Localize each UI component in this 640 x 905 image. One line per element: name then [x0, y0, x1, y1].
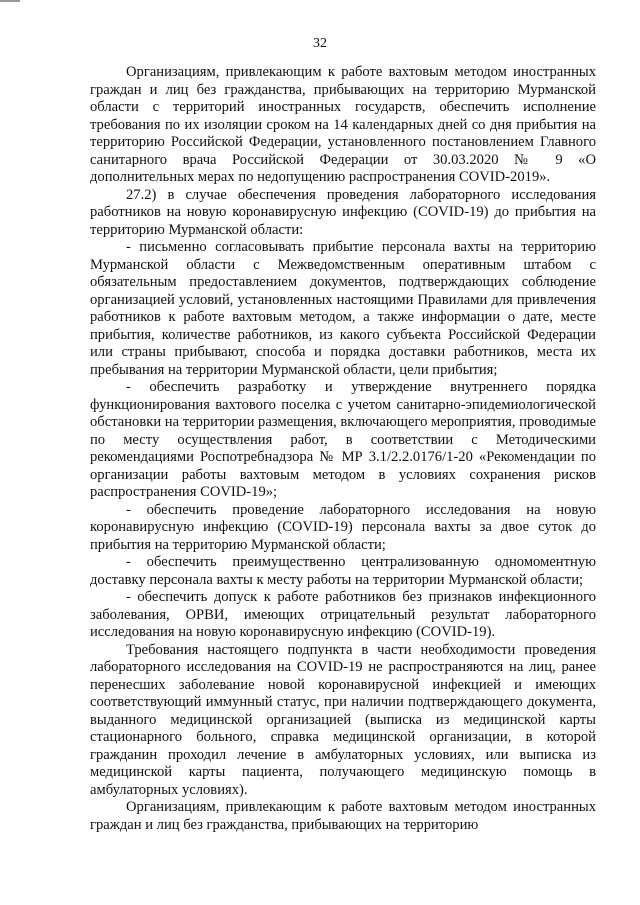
paragraph-foreign-workers-isolation: Организациям, привлекающим к работе вахтовым методом иностранных граждан и лиц без гражданства, прибывающих на территорию Мурманской области с территорий иностранных государств, обеспечить исполнение требования по их изоляции сроком на 14 календарных дней со дня прибытия на территорию Российской Федерации, установленного постановлением Главного санитарного врача Российской Федерации от 30.03.2020 № 9 «О дополнительных мерах по недопущению распространения COVID-2019».	[90, 64, 596, 185]
list-item-lab-testing: - обеспечить проведение лабораторного исследования на новую коронавирусную инфекцию (COVID-19) персонала вахты за двое суток до прибытия на территорию Мурманской области;	[90, 501, 596, 553]
list-item-internal-procedure: - обеспечить разработку и утверждение внутреннего порядка функционирования вахтового поселка с учетом санитарно-эпидемиологической обстановки на территории размещения, включающего мероприятия, проводимые по месту осуществления работ, в соответствии с Методическими рекомендациями Роспотребнадзора № МР 3.1/2.2.0176/1-20 «Рекомендации по организации работы вахтовым методом в условиях сохранения рисков распространения COVID-19»;	[90, 379, 596, 500]
list-item-coordinate-arrival: - письменно согласовывать прибытие персонала вахты на территорию Мурманской области с Межведомственным оперативным штабом с обязательным предоставлением документов, подтверждающих соблюдение организацией условий, установленных настоящими Правилами для привлечения работников к работе вахтовым методом, а также информации о дате, месте прибытия, количестве работников, из какого субъекта Российской Федерации или страны прибывают, способа и порядка доставки работников, места их пребывания на территории Мурманской области, цели прибытия;	[90, 239, 596, 378]
scan-corner-mark	[0, 0, 20, 2]
paragraph-foreign-workers-continued: Организациям, привлекающим к работе вахтовым методом иностранных граждан и лиц без гражданства, прибывающих на территорию	[90, 799, 596, 833]
paragraph-testing-exemption: Требования настоящего подпункта в части необходимости проведения лабораторного исследования на COVID-19 не распространяются на лиц, ранее перенесших заболевание новой коронавирусной инфекцией и имеющих соответствующий иммунный статус, при наличии подтверждающего документа, выданного медицинской организацией (выписка из медицинской карты стационарного больного, справка медицинской организации, в которой гражданин проходил лечение в амбулаторных условиях, или выписка из медицинской карты пациента, получающего медицинскую помощь в амбулаторных условиях).	[90, 641, 596, 798]
document-body	[90, 64, 596, 834]
list-item-centralized-delivery: - обеспечить преимущественно централизованную одномоментную доставку персонала вахты к месту работы на территории Мурманской области;	[90, 554, 596, 588]
list-item-admission-to-work: - обеспечить допуск к работе работников без признаков инфекционного заболевания, ОРВИ, имеющих отрицательный результат лабораторного исследования на новую коронавирусную инфекцию (COVID-19).	[90, 589, 596, 640]
page-number: 32	[313, 36, 327, 51]
paragraph-27-2-heading: 27.2) в случае обеспечения проведения лабораторного исследования работников на новую коронавирусную инфекцию (COVID-19) до прибытия на территорию Мурманской области:	[90, 186, 596, 238]
